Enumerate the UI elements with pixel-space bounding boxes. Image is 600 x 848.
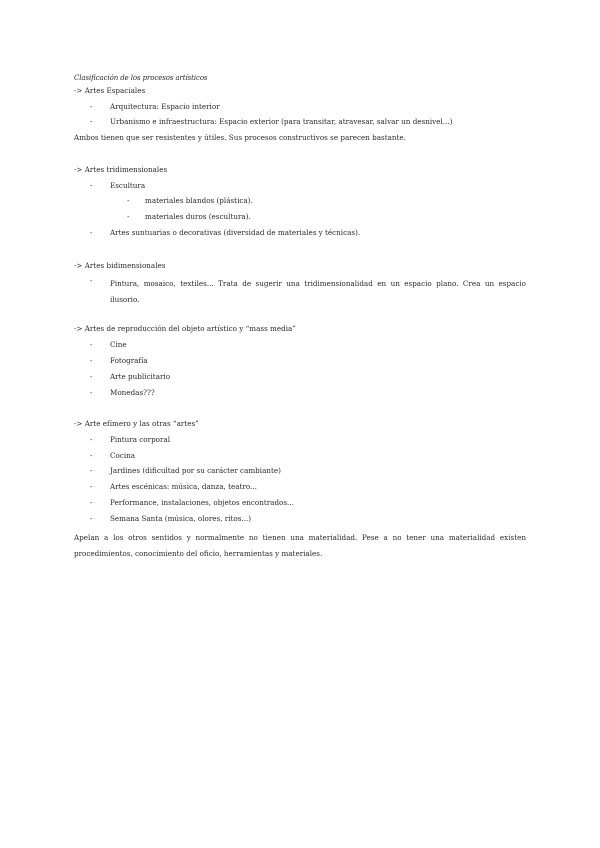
bullet-dash: - bbox=[90, 276, 93, 285]
bullet-dash: - bbox=[90, 228, 93, 237]
list-item: Performance, instalaciones, objetos encontrados... bbox=[110, 498, 294, 507]
bullet-dash: - bbox=[127, 196, 130, 205]
list-item: Artes suntuarias o decorativas (diversidad de materiales y técnicas). bbox=[110, 228, 361, 237]
section-heading-tridimensionales: -> Artes tridimensionales bbox=[74, 165, 168, 174]
bullet-dash: - bbox=[90, 388, 93, 397]
list-item: Pintura, mosaico, textiles... Trata de sugerir una tridimensionalidad en un espacio plano. Crea un espacio ilusorio. bbox=[110, 279, 526, 304]
list-item: Artes escénicas: música, danza, teatro... bbox=[110, 482, 257, 491]
section-heading-reproduccion: -> Artes de reproducción del objeto artístico y “mass media” bbox=[74, 324, 296, 333]
sub-list-item: materiales duros (escultura). bbox=[145, 212, 251, 221]
section-heading-bidimensionales: -> Artes bidimensionales bbox=[74, 261, 166, 270]
section-closing-paragraph: Apelan a los otros sentidos y normalmente no tienen una materialidad. Pese a no tener una materialidad existen procedimientos, conocimiento del oficio, herramientas y materiales. bbox=[74, 533, 526, 558]
list-item: Fotografía bbox=[110, 356, 148, 365]
list-item: Cocina bbox=[110, 451, 136, 460]
bullet-dash: - bbox=[90, 482, 93, 491]
bullet-dash: - bbox=[90, 117, 93, 126]
bullet-dash: - bbox=[90, 514, 93, 523]
bullet-dash: - bbox=[90, 466, 93, 475]
list-item: Arquitectura: Espacio interior bbox=[110, 102, 220, 111]
bullet-dash: - bbox=[90, 498, 93, 507]
bullet-dash: - bbox=[90, 451, 93, 460]
section-note-espaciales: Ambos tienen que ser resistentes y útiles. Sus procesos constructivos se parecen bastante. bbox=[74, 133, 406, 142]
section-heading-efimero: -> Arte efímero y las otras “artes” bbox=[74, 419, 199, 428]
list-item: Monedas??? bbox=[110, 388, 155, 397]
sub-list-item: materiales blandos (plástica). bbox=[145, 196, 253, 205]
list-item: Escultura bbox=[110, 181, 146, 190]
document-title: Clasificación de los procesos artísticos bbox=[74, 74, 208, 82]
list-item: Urbanismo e infraestructura: Espacio exterior (para transitar, atravesar, salvar un desnivel...) bbox=[110, 117, 453, 126]
bullet-dash: - bbox=[90, 102, 93, 111]
list-item: Pintura corporal bbox=[110, 435, 171, 444]
bullet-dash: - bbox=[90, 435, 93, 444]
list-item: Semana Santa (música, olores, ritos...) bbox=[110, 514, 252, 523]
bullet-dash: - bbox=[90, 340, 93, 349]
list-item: Cine bbox=[110, 340, 127, 349]
bullet-dash: - bbox=[90, 356, 93, 365]
bullet-dash: - bbox=[90, 372, 93, 381]
list-item: Jardines (dificultad por su carácter cambiante) bbox=[110, 466, 281, 475]
list-item: Arte publicitario bbox=[110, 372, 171, 381]
bullet-dash: - bbox=[127, 212, 130, 221]
section-heading-espaciales: -> Artes Espaciales bbox=[74, 86, 146, 95]
bullet-dash: - bbox=[90, 181, 93, 190]
